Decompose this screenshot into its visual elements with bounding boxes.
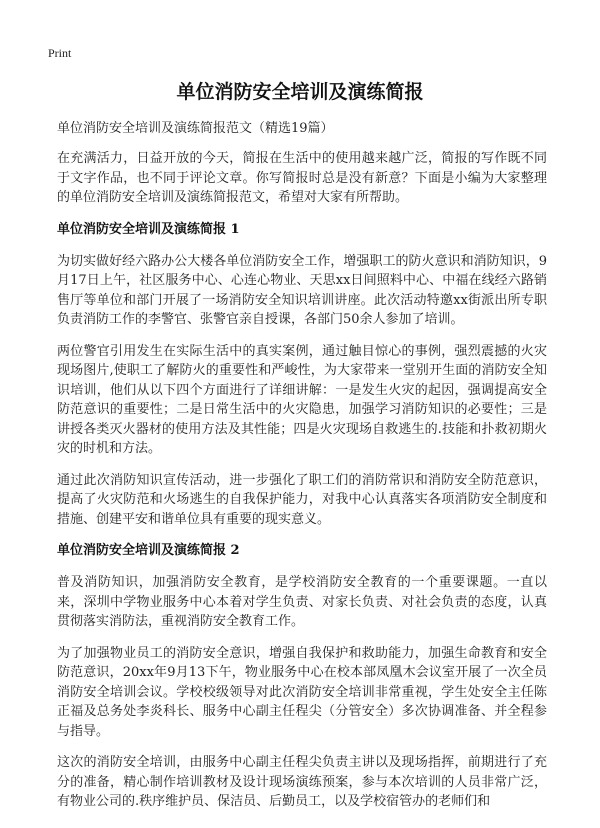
paragraph: 为了加强物业员工的消防安全意识，增强自我保护和救助能力，加强生命教育和安全防范意识，20xx年9月13下午，物业服务中心在校本部凤凰木会议室开展了一次全员消防安全培训会议。学校校级领导对此次消防安全培训非常重视，学生处安全主任陈正福及总务处李炎科长、服务中心副主任程尖（分管安全）多次协调准备、并全程参与指导。 [57,645,547,739]
paragraph: 普及消防知识，加强消防安全教育，是学校消防安全教育的一个重要课题。一直以来，深圳中学物业服务中心本着对学生负责、对家长负责、对社会负责的态度，认真贯彻落实消防法，重视消防安全教育工作。 [57,575,547,629]
section-1 [57,220,547,530]
print-link[interactable]: Print [48,46,72,60]
paragraph: 为切实做好经六路办公大楼各单位消防安全工作，增强职工的防火意识和消防知识，9月17日上午，社区服务中心、心连心物业、天思xx日间照料中心、中福在线经六路销售厅等单位和部门开展了一场消防安全知识培训讲座。此次活动特邀xx街派出所专职负责消防工作的李警官、张警官亲自授课，各部门50余人参加了培训。 [57,253,547,327]
paragraph: 两位警官引用发生在实际生活中的真实案例，通过触目惊心的事例，强烈震撼的火灾现场图片,使职工了解防火的重要性和严峻性，为大家带来一堂别开生面的消防安全知识培训，他们从以下四个方面进行了详细讲解：一是发生火灾的起因，强调提高安全防范意识的重要性；二是日常生活中的火灾隐患，加强学习消防知识的必要性；三是讲授各类灭火器材的使用方法及其性能；四是火灾现场自救逃生的.技能和扑救初期火灾的时机和方法。 [57,343,547,456]
section-heading: 单位消防安全培训及演练简报 2 [57,543,240,558]
intro-paragraph: 在充满活力，日益开放的今天，简报在生活中的使用越来越广泛，简报的写作既不同于文字作品，也不同于评论文章。你写简报时总是没有新意？下面是小编为大家整理的单位消防安全培训及演练简报范文，希望对大家有所帮助。 [57,151,547,205]
document-title: 单位消防安全培训及演练简报 [176,81,424,103]
paragraph: 通过此次消防知识宣传活动，进一步强化了职工们的消防常识和消防安全防范意识，提高了火灾防范和火场逃生的自我保护能力，对我中心认真落实各项消防安全制度和措施、创建平安和谐单位具有重要的现实意义。 [57,472,547,527]
section-heading: 单位消防安全培训及演练简报 1 [57,221,240,237]
document-body [57,119,547,824]
section-2 [57,541,547,812]
document-subtitle: 单位消防安全培训及演练简报范文（精选19篇） [57,121,334,136]
paragraph: 这次的消防安全培训，由服务中心副主任程尖负责主讲以及现场指挥，前期进行了充分的准备，精心制作培训教材及设计现场演练预案，参与本次培训的人员非常广泛，有物业公司的.秩序维护员、保洁员、后勤员工，以及学校宿管办的老师们和 [57,755,547,809]
